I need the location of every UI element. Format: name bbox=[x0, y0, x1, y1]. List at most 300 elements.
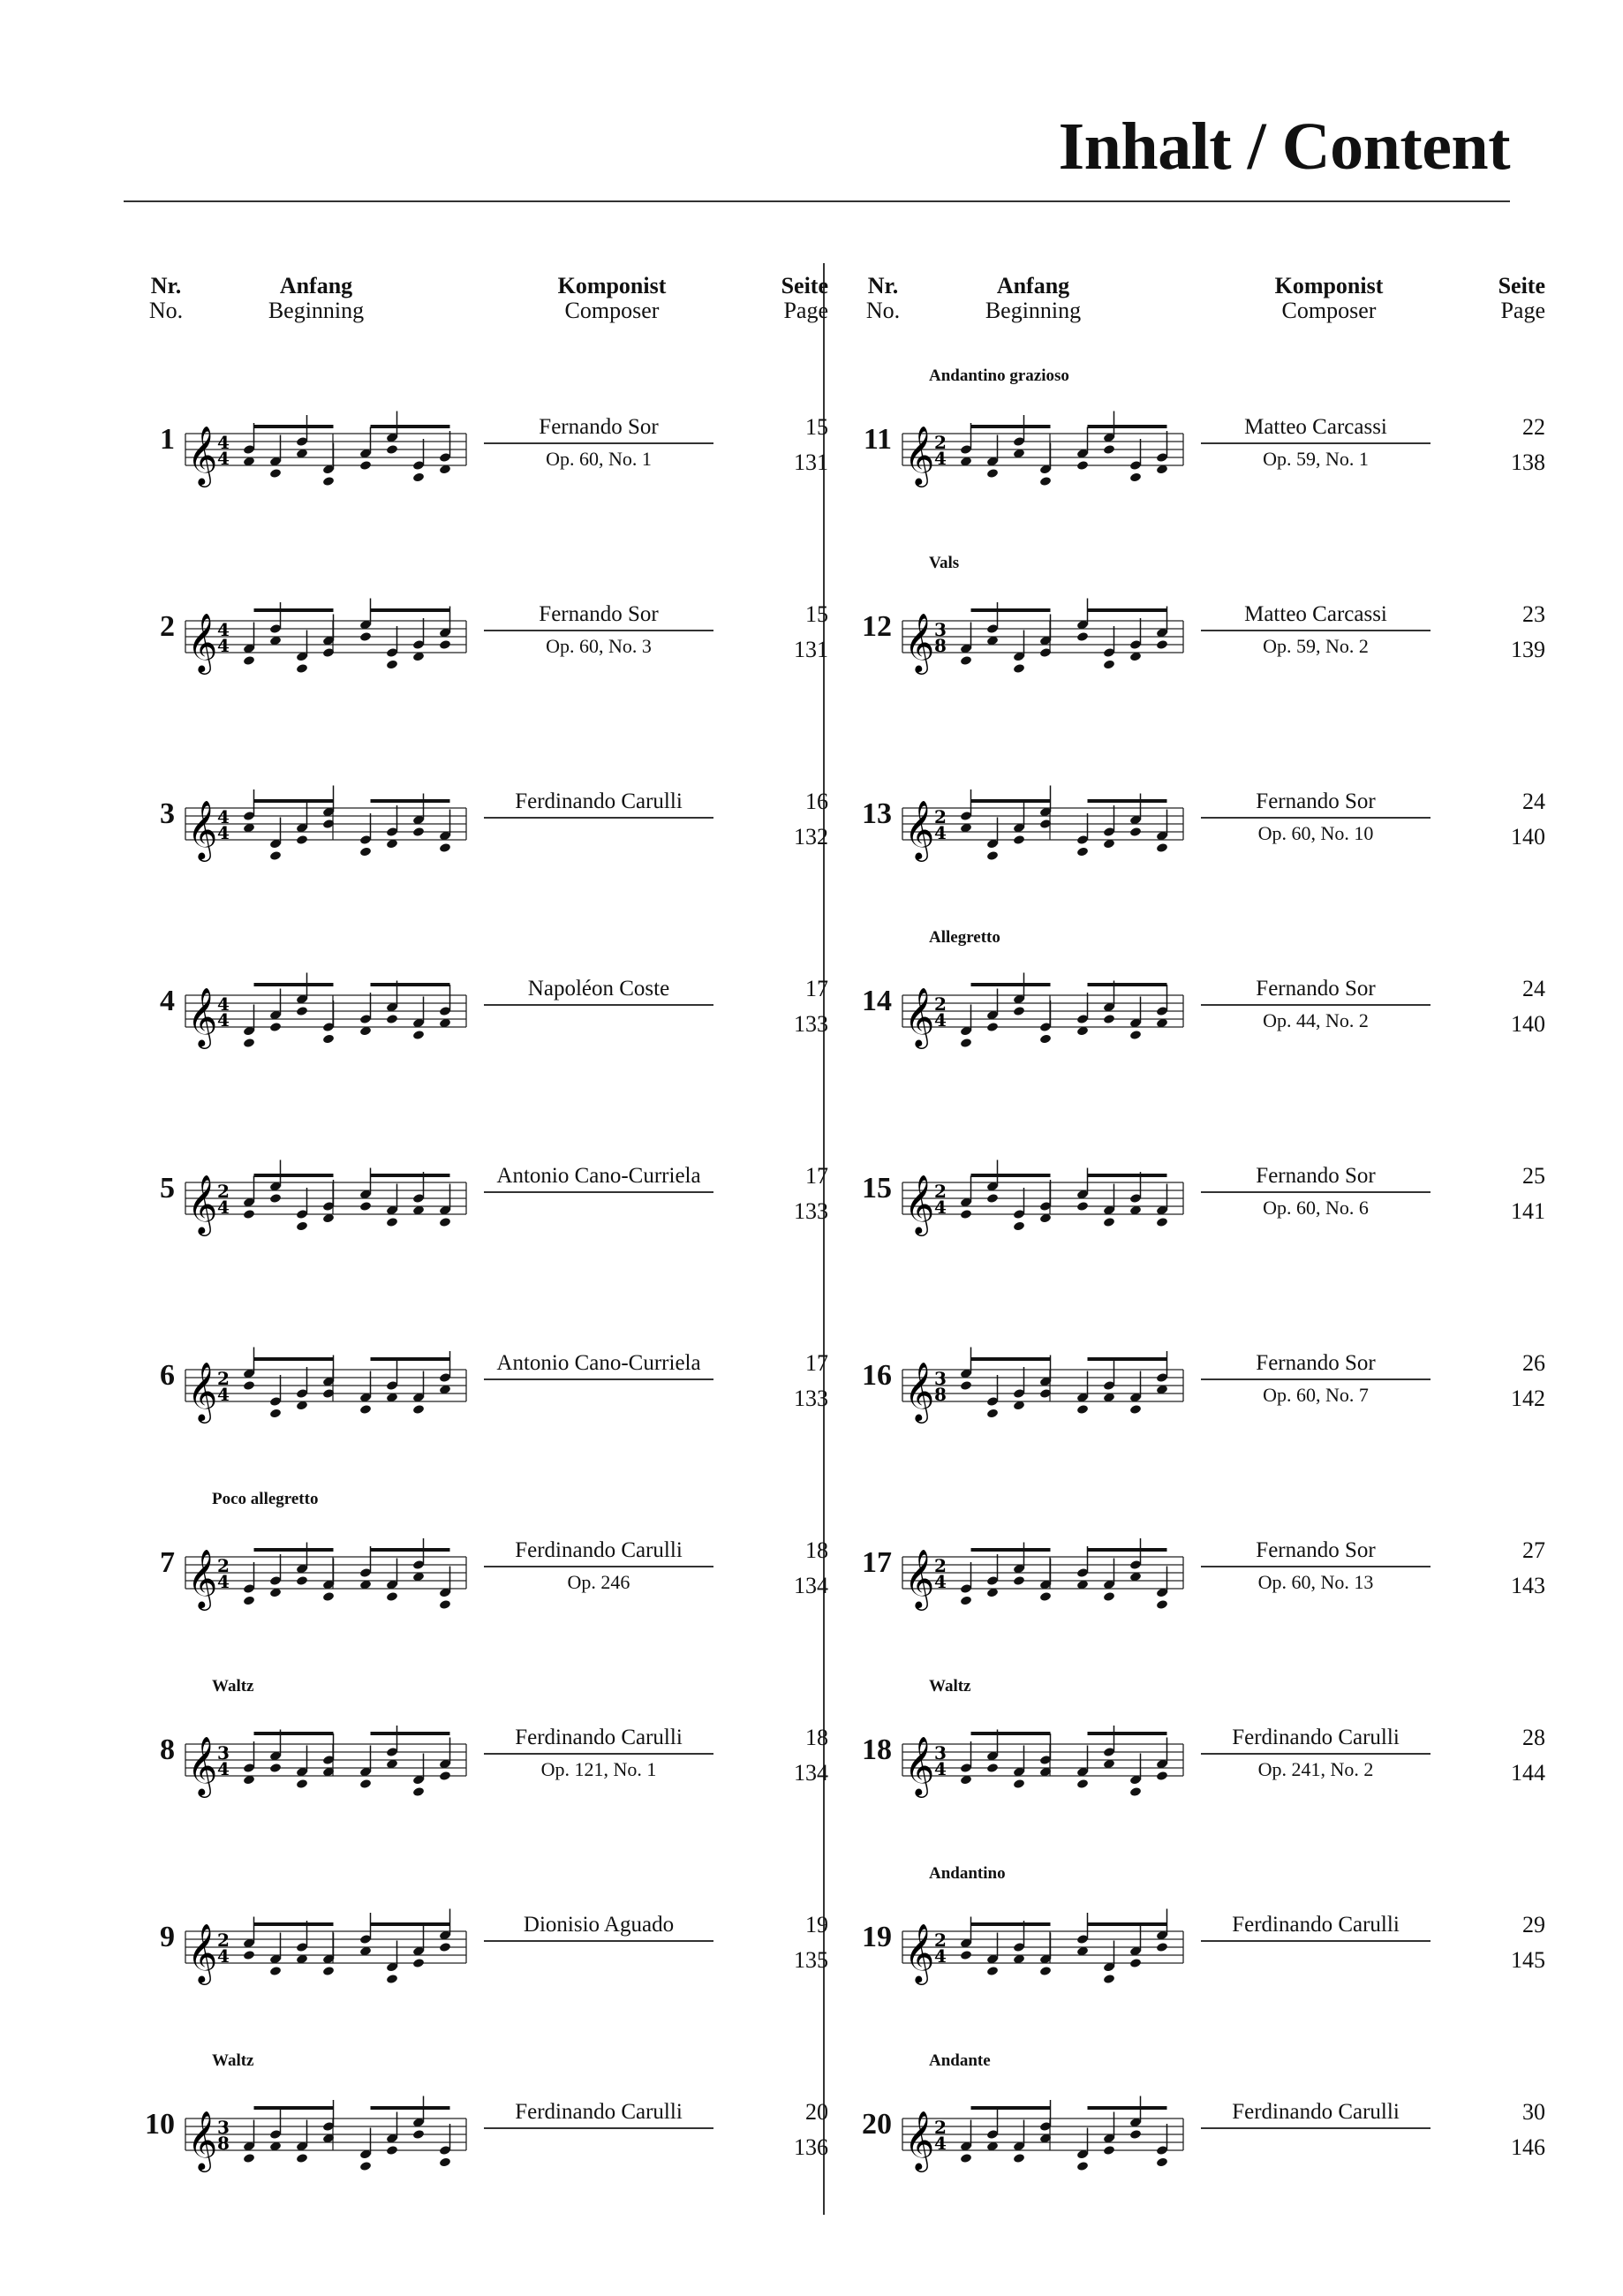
time-signature-bottom: 4 bbox=[217, 1009, 230, 1031]
time-signature-bottom: 4 bbox=[934, 1197, 947, 1218]
note-head bbox=[1013, 2153, 1025, 2164]
composer-name: Fernando Sor bbox=[1201, 1348, 1431, 1380]
incipit bbox=[895, 1137, 1187, 1260]
incipit bbox=[895, 1698, 1187, 1822]
time-signature-top: 4 bbox=[217, 993, 230, 1015]
incipit-staff bbox=[895, 762, 1187, 886]
time-signature-bottom: 4 bbox=[934, 448, 947, 469]
treble-clef-icon: 𝄞 bbox=[187, 1922, 218, 1983]
incipit bbox=[895, 388, 1187, 511]
treble-clef-icon: 𝄞 bbox=[904, 799, 935, 859]
incipit-staff bbox=[178, 1698, 470, 1822]
page-title: Inhalt / Content bbox=[1058, 110, 1510, 184]
entry-number: 19 bbox=[862, 1921, 892, 1953]
note-head bbox=[439, 1942, 451, 1952]
note-head bbox=[1156, 2156, 1168, 2167]
right-column bbox=[848, 274, 1545, 2217]
incipit-staff bbox=[895, 1511, 1187, 1635]
note-head bbox=[386, 1014, 398, 1024]
note-head bbox=[1129, 2129, 1142, 2140]
note-head bbox=[1013, 663, 1025, 674]
incipit-staff bbox=[895, 1137, 1187, 1260]
time-signature-bottom: 4 bbox=[217, 822, 230, 843]
note-head bbox=[1103, 444, 1115, 455]
treble-clef-icon: 𝄞 bbox=[904, 2110, 935, 2170]
time-signature-top: 3 bbox=[217, 1742, 230, 1764]
header-nr: Nr. bbox=[867, 273, 899, 298]
list-item bbox=[848, 910, 1545, 1087]
page-number: 18 bbox=[805, 1537, 828, 1563]
incipit bbox=[178, 1885, 470, 2009]
note-head bbox=[243, 655, 255, 666]
incipit bbox=[895, 2073, 1187, 2196]
note-head bbox=[1129, 1404, 1142, 1415]
note-head bbox=[359, 1404, 372, 1415]
time-signature-top: 2 bbox=[934, 993, 947, 1015]
page-number-secondary: 134 bbox=[794, 1573, 828, 1598]
tempo-marking: Vals bbox=[929, 554, 960, 572]
time-signature-top: 2 bbox=[934, 1930, 947, 1951]
page-number: 17 bbox=[805, 1163, 828, 1189]
page-number-secondary: 132 bbox=[794, 824, 828, 850]
page-number-secondary: 136 bbox=[794, 2134, 828, 2160]
incipit-staff bbox=[178, 1511, 470, 1635]
note-head bbox=[1076, 2161, 1089, 2171]
tempo-marking: Waltz bbox=[212, 2051, 254, 2070]
composer-name: Napoléon Coste bbox=[484, 974, 713, 1006]
note-head bbox=[960, 1038, 972, 1048]
page-number-secondary: 141 bbox=[1511, 1198, 1545, 1224]
note-head bbox=[1156, 1771, 1168, 1781]
opus-number: Op. 60, No. 7 bbox=[1263, 1384, 1369, 1406]
list-item bbox=[848, 536, 1545, 713]
page-number: 29 bbox=[1522, 1912, 1545, 1937]
time-signature-bottom: 4 bbox=[217, 1945, 230, 1967]
note-head bbox=[243, 2153, 255, 2164]
page-number: 18 bbox=[805, 1725, 828, 1750]
time-signature-top: 4 bbox=[217, 619, 230, 640]
incipit-staff bbox=[895, 1698, 1187, 1822]
entry-number: 20 bbox=[862, 2108, 892, 2141]
page-number: 25 bbox=[1522, 1163, 1545, 1189]
note-head bbox=[243, 1950, 255, 1960]
note-head bbox=[960, 1595, 972, 1605]
time-signature-top: 3 bbox=[934, 619, 947, 640]
incipit bbox=[895, 1885, 1187, 2009]
note-head bbox=[1129, 1958, 1142, 1968]
time-signature-top: 2 bbox=[217, 1368, 230, 1389]
incipit bbox=[178, 762, 470, 886]
incipit-staff bbox=[895, 575, 1187, 699]
incipit bbox=[178, 1324, 470, 1447]
note-head bbox=[986, 1966, 999, 1976]
header-composer: Composer bbox=[1281, 298, 1377, 323]
composer-name: Fernando Sor bbox=[1201, 787, 1431, 819]
incipit bbox=[178, 2073, 470, 2196]
time-signature-bottom: 8 bbox=[217, 2133, 230, 2154]
note-head bbox=[296, 663, 308, 674]
incipit bbox=[178, 575, 470, 699]
treble-clef-icon: 𝄞 bbox=[187, 1548, 218, 1608]
page-number-secondary: 133 bbox=[794, 1386, 828, 1411]
opus-number: Op. 121, No. 1 bbox=[540, 1758, 657, 1780]
opus-number: Op. 59, No. 2 bbox=[1263, 635, 1369, 657]
note-head bbox=[296, 1779, 308, 1789]
note-head bbox=[359, 1201, 372, 1212]
header-komponist: Komponist bbox=[557, 273, 667, 298]
list-item bbox=[848, 1098, 1545, 1274]
time-signature-bottom: 4 bbox=[217, 448, 230, 469]
note-head bbox=[960, 1380, 972, 1391]
entry-number: 9 bbox=[160, 1921, 175, 1953]
time-signature-bottom: 4 bbox=[934, 1009, 947, 1031]
tempo-marking: Andantino bbox=[929, 1864, 1006, 1883]
note-head bbox=[359, 1779, 372, 1789]
time-signature-bottom: 4 bbox=[217, 1197, 230, 1218]
incipit bbox=[178, 1698, 470, 1822]
time-signature-top: 2 bbox=[934, 2117, 947, 2138]
list-item bbox=[131, 723, 828, 900]
note-head bbox=[243, 1038, 255, 1048]
entry-number: 12 bbox=[862, 610, 892, 643]
list-item bbox=[131, 1847, 828, 2023]
list-item bbox=[848, 2034, 1545, 2210]
page-number-secondary: 133 bbox=[794, 1011, 828, 1037]
incipit-staff bbox=[178, 1885, 470, 2009]
note-head bbox=[269, 850, 282, 861]
list-item bbox=[131, 2034, 828, 2210]
time-signature-top: 2 bbox=[934, 432, 947, 453]
note-head bbox=[1013, 835, 1025, 845]
header-anfang: Anfang bbox=[996, 273, 1070, 298]
page-number: 17 bbox=[805, 976, 828, 1001]
incipit bbox=[178, 1511, 470, 1635]
header-page: Page bbox=[783, 298, 828, 323]
tempo-marking: Waltz bbox=[212, 1677, 254, 1696]
note-head bbox=[269, 1193, 282, 1204]
incipit bbox=[178, 388, 470, 511]
entry-number: 18 bbox=[862, 1733, 892, 1766]
page-number: 15 bbox=[805, 414, 828, 440]
entry-number: 13 bbox=[862, 797, 892, 830]
note-head bbox=[1103, 1217, 1115, 1227]
incipit bbox=[895, 1324, 1187, 1447]
incipit-staff bbox=[178, 949, 470, 1073]
composer-name: Ferdinando Carulli bbox=[1201, 1723, 1431, 1755]
header-komponist: Komponist bbox=[1274, 273, 1384, 298]
list-item bbox=[848, 723, 1545, 900]
time-signature-bottom: 8 bbox=[934, 1384, 947, 1405]
note-head bbox=[1156, 639, 1168, 650]
note-head bbox=[1076, 1404, 1089, 1415]
composer-name: Matteo Carcassi bbox=[1201, 600, 1431, 631]
note-head bbox=[386, 444, 398, 455]
opus-number: Op. 60, No. 1 bbox=[546, 448, 652, 470]
page-number-secondary: 138 bbox=[1511, 449, 1545, 475]
note-head bbox=[412, 1404, 425, 1415]
list-item bbox=[131, 349, 828, 525]
treble-clef-icon: 𝄞 bbox=[187, 425, 218, 485]
note-head bbox=[439, 1599, 451, 1610]
time-signature-bottom: 4 bbox=[934, 1758, 947, 1779]
note-head bbox=[412, 2129, 425, 2140]
note-head bbox=[296, 835, 308, 845]
note-head bbox=[412, 827, 425, 837]
page-number-secondary: 143 bbox=[1511, 1573, 1545, 1598]
incipit-staff bbox=[178, 762, 470, 886]
list-item bbox=[131, 1659, 828, 1836]
treble-clef-icon: 𝄞 bbox=[904, 1361, 935, 1421]
note-head bbox=[1039, 1966, 1052, 1976]
list-item bbox=[848, 349, 1545, 525]
page-number: 26 bbox=[1522, 1350, 1545, 1376]
time-signature-top: 3 bbox=[217, 2117, 230, 2138]
composer-name: Ferdinando Carulli bbox=[1201, 1910, 1431, 1942]
tempo-marking: Poco allegretto bbox=[212, 1490, 319, 1508]
treble-clef-icon: 𝄞 bbox=[187, 2110, 218, 2170]
note-head bbox=[986, 1408, 999, 1418]
composer-name: Fernando Sor bbox=[484, 600, 713, 631]
page-number: 23 bbox=[1522, 601, 1545, 627]
incipit-staff bbox=[895, 2073, 1187, 2196]
list-item bbox=[848, 1659, 1545, 1836]
note-head bbox=[296, 2153, 308, 2164]
note-head bbox=[386, 1591, 398, 1602]
entry-number: 11 bbox=[863, 423, 892, 456]
entry-number: 4 bbox=[160, 985, 175, 1017]
note-head bbox=[439, 842, 451, 853]
page-number: 17 bbox=[805, 1350, 828, 1376]
column-header bbox=[131, 274, 828, 327]
tempo-marking: Allegretto bbox=[929, 928, 1000, 947]
note-head bbox=[1076, 1779, 1089, 1789]
page-number: 30 bbox=[1522, 2099, 1545, 2125]
note-head bbox=[960, 2153, 972, 2164]
incipit-staff bbox=[178, 2073, 470, 2196]
page-number-secondary: 134 bbox=[794, 1760, 828, 1786]
note-head bbox=[412, 472, 425, 482]
list-item bbox=[848, 1285, 1545, 1461]
note-head bbox=[386, 1974, 398, 1984]
note-head bbox=[269, 1408, 282, 1418]
entry-number: 14 bbox=[862, 985, 892, 1017]
incipit-staff bbox=[178, 575, 470, 699]
incipit-staff bbox=[895, 1885, 1187, 2009]
treble-clef-icon: 𝄞 bbox=[187, 1361, 218, 1421]
list-item bbox=[848, 1847, 1545, 2023]
list-item bbox=[131, 910, 828, 1087]
header-anfang: Anfang bbox=[279, 273, 353, 298]
opus-number: Op. 241, No. 2 bbox=[1257, 1758, 1374, 1780]
list-item bbox=[131, 536, 828, 713]
composer-name: Ferdinando Carulli bbox=[484, 787, 713, 819]
entry-number: 1 bbox=[160, 423, 175, 456]
header-beginning: Beginning bbox=[985, 298, 1082, 323]
note-head bbox=[1156, 842, 1168, 853]
list-item bbox=[131, 1472, 828, 1649]
page-number-secondary: 131 bbox=[794, 449, 828, 475]
treble-clef-icon: 𝄞 bbox=[904, 1548, 935, 1608]
composer-name: Fernando Sor bbox=[1201, 974, 1431, 1006]
opus-number: Op. 60, No. 13 bbox=[1257, 1571, 1374, 1593]
entry-number: 10 bbox=[145, 2108, 175, 2141]
note-head bbox=[1129, 1030, 1142, 1040]
note-head bbox=[322, 476, 335, 487]
opus-number: Op. 60, No. 10 bbox=[1257, 822, 1374, 844]
note-head bbox=[439, 1217, 451, 1227]
incipit-staff bbox=[895, 1324, 1187, 1447]
note-head bbox=[1129, 1786, 1142, 1797]
page-number: 28 bbox=[1522, 1725, 1545, 1750]
composer-name: Ferdinando Carulli bbox=[1201, 2097, 1431, 2129]
note-head bbox=[986, 1193, 999, 1204]
note-head bbox=[1039, 476, 1052, 487]
page-number: 24 bbox=[1522, 789, 1545, 814]
note-head bbox=[1156, 1599, 1168, 1610]
opus-number: Op. 60, No. 3 bbox=[546, 635, 652, 657]
note-head bbox=[296, 1006, 308, 1016]
composer-name: Fernando Sor bbox=[1201, 1161, 1431, 1193]
note-head bbox=[1129, 472, 1142, 482]
note-head bbox=[412, 1030, 425, 1040]
composer-name: Antonio Cano-Curriela bbox=[484, 1348, 713, 1380]
note-head bbox=[1013, 1220, 1025, 1231]
page-number-secondary: 140 bbox=[1511, 824, 1545, 850]
note-head bbox=[1076, 846, 1089, 857]
tempo-marking: Andante bbox=[929, 2051, 991, 2070]
entry-number: 15 bbox=[862, 1172, 892, 1205]
time-signature-bottom: 8 bbox=[934, 635, 947, 656]
time-signature-top: 4 bbox=[217, 806, 230, 827]
note-head bbox=[439, 1771, 451, 1781]
time-signature-top: 2 bbox=[934, 806, 947, 827]
note-head bbox=[243, 1380, 255, 1391]
entry-number: 6 bbox=[160, 1359, 175, 1392]
note-head bbox=[269, 1763, 282, 1773]
left-column bbox=[131, 274, 828, 2217]
page-number: 15 bbox=[805, 601, 828, 627]
entry-number: 5 bbox=[160, 1172, 175, 1205]
page-number: 24 bbox=[1522, 976, 1545, 1001]
time-signature-bottom: 4 bbox=[934, 822, 947, 843]
note-head bbox=[1103, 1591, 1115, 1602]
note-head bbox=[1076, 1201, 1089, 1212]
note-head bbox=[960, 1950, 972, 1960]
note-head bbox=[1156, 1942, 1168, 1952]
note-head bbox=[269, 468, 282, 479]
time-signature-top: 3 bbox=[934, 1742, 947, 1764]
treble-clef-icon: 𝄞 bbox=[904, 612, 935, 672]
time-signature-top: 2 bbox=[934, 1555, 947, 1576]
time-signature-bottom: 4 bbox=[217, 1758, 230, 1779]
note-head bbox=[986, 468, 999, 479]
note-head bbox=[322, 1591, 335, 1602]
note-head bbox=[1156, 1217, 1168, 1227]
treble-clef-icon: 𝄞 bbox=[187, 612, 218, 672]
entry-number: 3 bbox=[160, 797, 175, 830]
note-head bbox=[1103, 1014, 1115, 1024]
time-signature-top: 2 bbox=[217, 1930, 230, 1951]
incipit bbox=[895, 1511, 1187, 1635]
note-head bbox=[960, 1209, 972, 1220]
page-number-secondary: 133 bbox=[794, 1198, 828, 1224]
time-signature-top: 2 bbox=[934, 1181, 947, 1202]
page-number-secondary: 140 bbox=[1511, 1011, 1545, 1037]
note-head bbox=[1039, 1591, 1052, 1602]
note-head bbox=[386, 1217, 398, 1227]
treble-clef-icon: 𝄞 bbox=[187, 986, 218, 1046]
incipit-staff bbox=[895, 388, 1187, 511]
time-signature-bottom: 4 bbox=[217, 635, 230, 656]
page-number-secondary: 131 bbox=[794, 637, 828, 662]
header-nr: Nr. bbox=[150, 273, 182, 298]
incipit bbox=[895, 949, 1187, 1073]
entry-number: 16 bbox=[862, 1359, 892, 1392]
note-head bbox=[1103, 1974, 1115, 1984]
treble-clef-icon: 𝄞 bbox=[904, 986, 935, 1046]
page-number-secondary: 135 bbox=[794, 1947, 828, 1973]
entry-number: 8 bbox=[160, 1733, 175, 1766]
time-signature-bottom: 4 bbox=[934, 1571, 947, 1592]
page-number: 19 bbox=[805, 1912, 828, 1937]
composer-name: Dionisio Aguado bbox=[484, 1910, 713, 1942]
note-head bbox=[1076, 631, 1089, 642]
header-page: Page bbox=[1500, 298, 1545, 323]
note-head bbox=[439, 639, 451, 650]
header-seite: Seite bbox=[781, 273, 828, 298]
composer-name: Fernando Sor bbox=[484, 412, 713, 444]
composer-name: Antonio Cano-Curriela bbox=[484, 1161, 713, 1193]
header-composer: Composer bbox=[564, 298, 660, 323]
time-signature-bottom: 4 bbox=[934, 2133, 947, 2154]
tempo-marking: Waltz bbox=[929, 1677, 971, 1696]
time-signature-bottom: 4 bbox=[217, 1384, 230, 1405]
entry-number: 17 bbox=[862, 1546, 892, 1579]
incipit bbox=[895, 762, 1187, 886]
header-seite: Seite bbox=[1498, 273, 1545, 298]
page-number: 16 bbox=[805, 789, 828, 814]
list-item bbox=[848, 1472, 1545, 1649]
treble-clef-icon: 𝄞 bbox=[187, 799, 218, 859]
incipit bbox=[178, 1137, 470, 1260]
note-head bbox=[1013, 1575, 1025, 1586]
entry-number: 7 bbox=[160, 1546, 175, 1579]
note-head bbox=[322, 1033, 335, 1044]
note-head bbox=[386, 659, 398, 669]
list-item bbox=[131, 1285, 828, 1461]
time-signature-top: 2 bbox=[217, 1555, 230, 1576]
incipit bbox=[895, 575, 1187, 699]
incipit-staff bbox=[178, 1324, 470, 1447]
composer-name: Ferdinando Carulli bbox=[484, 1536, 713, 1567]
header-no: No. bbox=[865, 298, 901, 323]
note-head bbox=[1103, 659, 1115, 669]
entry-number: 2 bbox=[160, 610, 175, 643]
note-head bbox=[359, 460, 372, 471]
page-number-secondary: 145 bbox=[1511, 1947, 1545, 1973]
opus-number: Op. 60, No. 6 bbox=[1263, 1197, 1369, 1219]
treble-clef-icon: 𝄞 bbox=[187, 1174, 218, 1234]
note-head bbox=[960, 655, 972, 666]
treble-clef-icon: 𝄞 bbox=[187, 1735, 218, 1795]
incipit-staff bbox=[178, 1137, 470, 1260]
note-head bbox=[1013, 1779, 1025, 1789]
tempo-marking: Andantino grazioso bbox=[929, 366, 1069, 385]
page-number: 20 bbox=[805, 2099, 828, 2125]
treble-clef-icon: 𝄞 bbox=[904, 1735, 935, 1795]
treble-clef-icon: 𝄞 bbox=[904, 425, 935, 485]
opus-number: Op. 44, No. 2 bbox=[1263, 1009, 1369, 1031]
